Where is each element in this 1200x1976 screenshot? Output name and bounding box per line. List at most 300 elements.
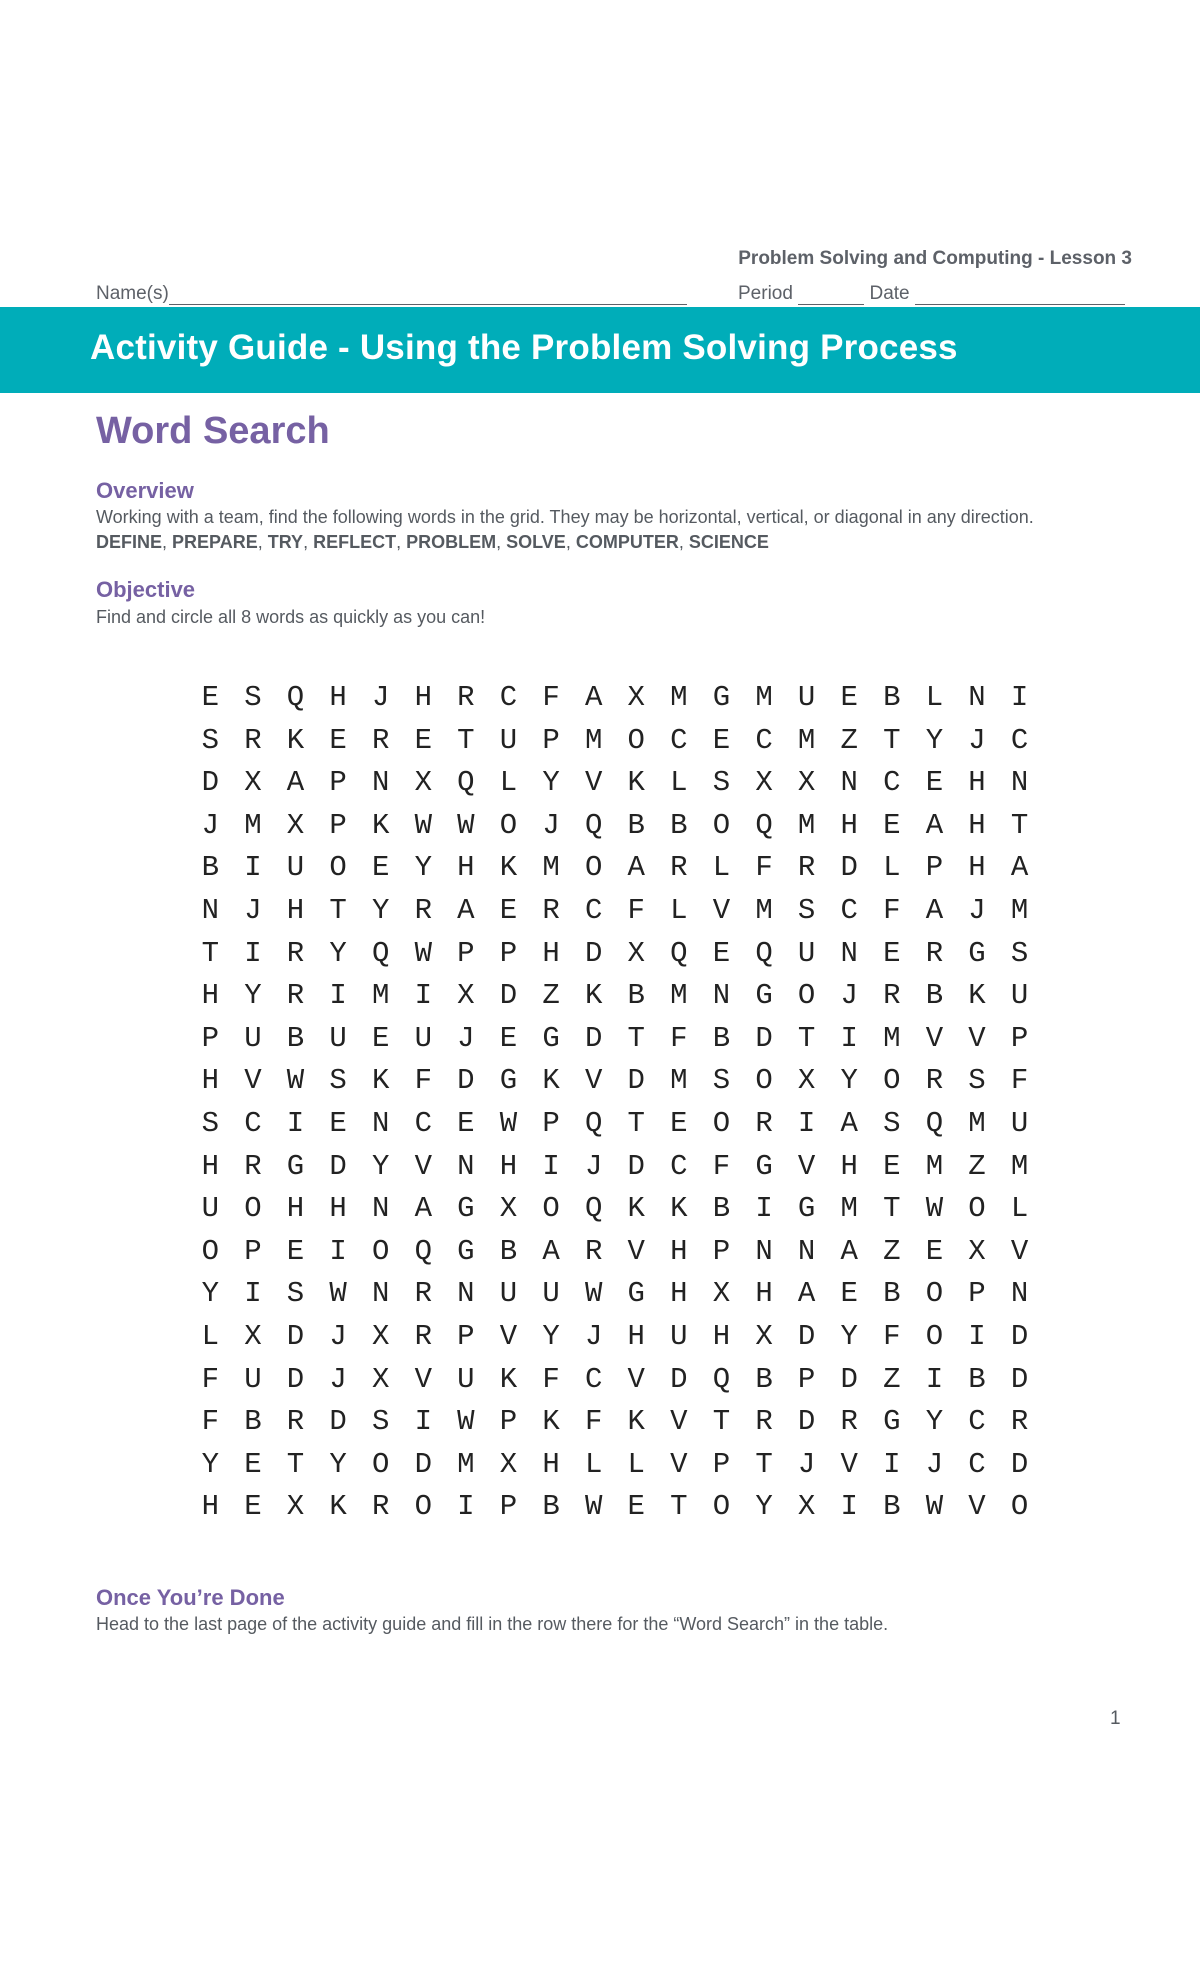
grid-cell[interactable]: G bbox=[755, 979, 773, 1013]
grid-cell[interactable]: O bbox=[201, 1234, 219, 1268]
grid-cell[interactable]: L bbox=[627, 1447, 645, 1481]
grid-cell[interactable]: N bbox=[840, 936, 858, 970]
grid-cell[interactable]: I bbox=[457, 1490, 475, 1524]
grid-cell[interactable]: H bbox=[286, 893, 305, 927]
grid-cell[interactable]: F bbox=[755, 851, 773, 885]
grid-cell[interactable]: S bbox=[371, 1405, 390, 1439]
grid-cell[interactable]: E bbox=[371, 1021, 390, 1055]
grid-cell[interactable]: T bbox=[712, 1405, 731, 1439]
grid-cell[interactable]: C bbox=[584, 893, 603, 927]
grid-cell[interactable]: I bbox=[1010, 681, 1029, 714]
grid-cell[interactable]: V bbox=[712, 893, 731, 927]
grid-cell[interactable]: Z bbox=[883, 1234, 901, 1268]
grid-cell[interactable]: S bbox=[712, 766, 731, 800]
grid-cell[interactable]: Y bbox=[542, 766, 560, 800]
grid-cell[interactable]: H bbox=[201, 1149, 219, 1183]
grid-cell[interactable]: E bbox=[840, 1277, 858, 1311]
grid-cell[interactable]: C bbox=[968, 1405, 986, 1439]
grid-cell[interactable]: R bbox=[797, 851, 816, 885]
grid-cell[interactable]: O bbox=[925, 1277, 944, 1311]
grid-cell[interactable]: E bbox=[925, 766, 944, 800]
grid-cell[interactable]: G bbox=[968, 936, 986, 970]
grid-cell[interactable]: F bbox=[201, 1362, 219, 1396]
grid-cell[interactable]: T bbox=[627, 1106, 645, 1140]
grid-cell[interactable]: L bbox=[670, 766, 688, 800]
grid-cell[interactable]: O bbox=[414, 1490, 432, 1524]
grid-cell[interactable]: L bbox=[883, 851, 901, 885]
grid-cell[interactable]: P bbox=[712, 1234, 731, 1268]
grid-cell[interactable]: F bbox=[414, 1064, 432, 1098]
grid-cell[interactable]: P bbox=[201, 1021, 219, 1055]
grid-cell[interactable]: W bbox=[584, 1490, 603, 1524]
grid-cell[interactable]: K bbox=[499, 1362, 518, 1396]
grid-cell[interactable]: X bbox=[797, 766, 816, 800]
grid-cell[interactable]: O bbox=[712, 1490, 731, 1524]
grid-cell[interactable]: S bbox=[201, 1106, 219, 1140]
grid-cell[interactable]: Z bbox=[883, 1362, 901, 1396]
grid-cell[interactable]: X bbox=[797, 1490, 816, 1524]
grid-cell[interactable]: C bbox=[670, 723, 688, 757]
grid-cell[interactable]: Q bbox=[925, 1106, 944, 1140]
grid-cell[interactable]: E bbox=[201, 681, 219, 714]
grid-cell[interactable]: K bbox=[584, 979, 603, 1013]
grid-cell[interactable]: K bbox=[499, 851, 518, 885]
grid-cell[interactable]: C bbox=[244, 1106, 262, 1140]
grid-cell[interactable]: C bbox=[883, 766, 901, 800]
grid-cell[interactable]: W bbox=[457, 808, 475, 842]
grid-cell[interactable]: X bbox=[286, 1490, 305, 1524]
grid-cell[interactable]: L bbox=[201, 1319, 219, 1353]
grid-cell[interactable]: Q bbox=[584, 808, 603, 842]
grid-cell[interactable]: M bbox=[542, 851, 560, 885]
grid-cell[interactable]: Q bbox=[457, 766, 475, 800]
grid-cell[interactable]: R bbox=[244, 1149, 262, 1183]
grid-cell[interactable]: X bbox=[797, 1064, 816, 1098]
grid-cell[interactable]: V bbox=[670, 1447, 688, 1481]
grid-cell[interactable]: R bbox=[457, 681, 475, 714]
grid-cell[interactable]: D bbox=[670, 1362, 688, 1396]
grid-cell[interactable]: Q bbox=[286, 681, 305, 714]
grid-cell[interactable]: P bbox=[797, 1362, 816, 1396]
grid-cell[interactable]: R bbox=[414, 1277, 432, 1311]
grid-cell[interactable]: Q bbox=[755, 808, 773, 842]
grid-cell[interactable]: J bbox=[371, 681, 390, 714]
grid-cell[interactable]: F bbox=[584, 1405, 603, 1439]
grid-cell[interactable]: V bbox=[414, 1149, 432, 1183]
grid-cell[interactable]: A bbox=[1010, 851, 1029, 885]
grid-cell[interactable]: F bbox=[542, 1362, 560, 1396]
grid-cell[interactable]: S bbox=[244, 681, 262, 714]
grid-cell[interactable]: I bbox=[542, 1149, 560, 1183]
grid-cell[interactable]: F bbox=[627, 893, 645, 927]
grid-cell[interactable]: C bbox=[840, 893, 858, 927]
grid-cell[interactable]: W bbox=[329, 1277, 347, 1311]
grid-cell[interactable]: D bbox=[840, 1362, 858, 1396]
grid-cell[interactable]: S bbox=[883, 1106, 901, 1140]
grid-cell[interactable]: R bbox=[414, 893, 432, 927]
grid-cell[interactable]: E bbox=[883, 936, 901, 970]
grid-cell[interactable]: V bbox=[968, 1490, 986, 1524]
grid-cell[interactable]: M bbox=[584, 723, 603, 757]
grid-cell[interactable]: O bbox=[925, 1319, 944, 1353]
grid-cell[interactable]: X bbox=[414, 766, 432, 800]
grid-cell[interactable]: W bbox=[457, 1405, 475, 1439]
grid-cell[interactable]: U bbox=[244, 1362, 262, 1396]
grid-cell[interactable]: B bbox=[712, 1021, 731, 1055]
grid-cell[interactable]: C bbox=[755, 723, 773, 757]
grid-cell[interactable]: Q bbox=[670, 936, 688, 970]
grid-cell[interactable]: T bbox=[883, 1192, 901, 1226]
grid-cell[interactable]: C bbox=[670, 1149, 688, 1183]
grid-cell[interactable]: O bbox=[499, 808, 518, 842]
grid-cell[interactable]: B bbox=[201, 851, 219, 885]
grid-cell[interactable]: U bbox=[414, 1021, 432, 1055]
grid-cell[interactable]: R bbox=[371, 1490, 390, 1524]
grid-cell[interactable]: R bbox=[414, 1319, 432, 1353]
grid-cell[interactable]: J bbox=[584, 1149, 603, 1183]
grid-cell[interactable]: G bbox=[883, 1405, 901, 1439]
grid-cell[interactable]: E bbox=[712, 723, 731, 757]
grid-cell[interactable]: D bbox=[627, 1064, 645, 1098]
grid-cell[interactable]: R bbox=[286, 936, 305, 970]
grid-cell[interactable]: T bbox=[457, 723, 475, 757]
grid-cell[interactable]: N bbox=[840, 766, 858, 800]
grid-cell[interactable]: U bbox=[329, 1021, 347, 1055]
grid-cell[interactable]: H bbox=[542, 1447, 560, 1481]
grid-cell[interactable]: D bbox=[797, 1405, 816, 1439]
grid-cell[interactable]: V bbox=[414, 1362, 432, 1396]
grid-cell[interactable]: X bbox=[712, 1277, 731, 1311]
grid-cell[interactable]: W bbox=[499, 1106, 518, 1140]
grid-cell[interactable]: E bbox=[925, 1234, 944, 1268]
grid-cell[interactable]: P bbox=[499, 1405, 518, 1439]
grid-cell[interactable]: M bbox=[883, 1021, 901, 1055]
grid-cell[interactable]: D bbox=[627, 1149, 645, 1183]
grid-cell[interactable]: W bbox=[414, 808, 432, 842]
grid-cell[interactable]: B bbox=[286, 1021, 305, 1055]
grid-cell[interactable]: O bbox=[584, 851, 603, 885]
grid-cell[interactable]: J bbox=[797, 1447, 816, 1481]
grid-cell[interactable]: M bbox=[797, 723, 816, 757]
grid-cell[interactable]: B bbox=[755, 1362, 773, 1396]
grid-cell[interactable]: E bbox=[712, 936, 731, 970]
grid-cell[interactable]: S bbox=[286, 1277, 305, 1311]
grid-cell[interactable]: M bbox=[1010, 1149, 1029, 1183]
grid-cell[interactable]: D bbox=[1010, 1319, 1029, 1353]
grid-cell[interactable]: Y bbox=[755, 1490, 773, 1524]
grid-cell[interactable]: P bbox=[244, 1234, 262, 1268]
grid-cell[interactable]: N bbox=[371, 766, 390, 800]
grid-cell[interactable]: U bbox=[1010, 1106, 1029, 1140]
grid-cell[interactable]: B bbox=[883, 681, 901, 714]
grid-cell[interactable]: H bbox=[499, 1149, 518, 1183]
grid-cell[interactable]: S bbox=[201, 723, 219, 757]
grid-cell[interactable]: Y bbox=[244, 979, 262, 1013]
grid-cell[interactable]: E bbox=[499, 893, 518, 927]
grid-cell[interactable]: I bbox=[244, 1277, 262, 1311]
grid-cell[interactable]: K bbox=[968, 979, 986, 1013]
grid-cell[interactable]: S bbox=[1010, 936, 1029, 970]
grid-cell[interactable]: R bbox=[925, 936, 944, 970]
grid-cell[interactable]: Y bbox=[201, 1447, 219, 1481]
grid-cell[interactable]: K bbox=[670, 1192, 688, 1226]
grid-cell[interactable]: M bbox=[968, 1106, 986, 1140]
grid-cell[interactable]: M bbox=[755, 893, 773, 927]
grid-cell[interactable]: M bbox=[755, 681, 773, 714]
grid-cell[interactable]: V bbox=[499, 1319, 518, 1353]
grid-cell[interactable]: T bbox=[286, 1447, 305, 1481]
grid-cell[interactable]: M bbox=[371, 979, 390, 1013]
grid-cell[interactable]: R bbox=[1010, 1405, 1029, 1439]
grid-cell[interactable]: N bbox=[968, 681, 986, 714]
grid-cell[interactable]: H bbox=[670, 1277, 688, 1311]
grid-cell[interactable]: X bbox=[371, 1319, 390, 1353]
grid-cell[interactable]: M bbox=[840, 1192, 858, 1226]
grid-cell[interactable]: V bbox=[670, 1405, 688, 1439]
grid-cell[interactable]: S bbox=[712, 1064, 731, 1098]
grid-cell[interactable]: H bbox=[286, 1192, 305, 1226]
grid-cell[interactable]: B bbox=[627, 979, 645, 1013]
grid-cell[interactable]: M bbox=[1010, 893, 1029, 927]
grid-cell[interactable]: O bbox=[371, 1447, 390, 1481]
grid-cell[interactable]: V bbox=[584, 1064, 603, 1098]
grid-cell[interactable]: I bbox=[414, 979, 432, 1013]
grid-cell[interactable]: P bbox=[1010, 1021, 1029, 1055]
grid-cell[interactable]: V bbox=[840, 1447, 858, 1481]
grid-cell[interactable]: D bbox=[499, 979, 518, 1013]
grid-cell[interactable]: Y bbox=[840, 1319, 858, 1353]
grid-cell[interactable]: E bbox=[883, 1149, 901, 1183]
grid-cell[interactable]: O bbox=[755, 1064, 773, 1098]
grid-cell[interactable]: J bbox=[244, 893, 262, 927]
grid-cell[interactable]: X bbox=[244, 1319, 262, 1353]
grid-cell[interactable]: I bbox=[883, 1447, 901, 1481]
grid-cell[interactable]: W bbox=[925, 1192, 944, 1226]
grid-cell[interactable]: M bbox=[670, 681, 688, 714]
grid-cell[interactable]: G bbox=[712, 681, 731, 714]
grid-cell[interactable]: O bbox=[627, 723, 645, 757]
grid-cell[interactable]: E bbox=[499, 1021, 518, 1055]
grid-cell[interactable]: P bbox=[925, 851, 944, 885]
grid-cell[interactable]: Q bbox=[712, 1362, 731, 1396]
grid-cell[interactable]: H bbox=[457, 851, 475, 885]
grid-cell[interactable]: T bbox=[627, 1021, 645, 1055]
grid-cell[interactable]: R bbox=[584, 1234, 603, 1268]
grid-cell[interactable]: H bbox=[840, 808, 858, 842]
grid-cell[interactable]: D bbox=[329, 1149, 347, 1183]
grid-cell[interactable]: D bbox=[755, 1021, 773, 1055]
grid-cell[interactable]: X bbox=[499, 1192, 518, 1226]
grid-cell[interactable]: D bbox=[584, 936, 603, 970]
grid-cell[interactable]: E bbox=[670, 1106, 688, 1140]
grid-cell[interactable]: O bbox=[797, 979, 816, 1013]
grid-cell[interactable]: B bbox=[968, 1362, 986, 1396]
grid-cell[interactable]: E bbox=[286, 1234, 305, 1268]
grid-cell[interactable]: H bbox=[712, 1319, 731, 1353]
grid-cell[interactable]: O bbox=[371, 1234, 390, 1268]
grid-cell[interactable]: X bbox=[755, 766, 773, 800]
grid-cell[interactable]: J bbox=[925, 1447, 944, 1481]
grid-cell[interactable]: O bbox=[244, 1192, 262, 1226]
grid-cell[interactable]: D bbox=[201, 766, 219, 800]
grid-cell[interactable]: R bbox=[755, 1106, 773, 1140]
grid-cell[interactable]: U bbox=[542, 1277, 560, 1311]
grid-cell[interactable]: B bbox=[542, 1490, 560, 1524]
grid-cell[interactable]: Z bbox=[968, 1149, 986, 1183]
grid-cell[interactable]: D bbox=[1010, 1362, 1029, 1396]
grid-cell[interactable]: O bbox=[1010, 1490, 1029, 1524]
grid-cell[interactable]: I bbox=[840, 1490, 858, 1524]
grid-cell[interactable]: X bbox=[627, 681, 645, 714]
grid-cell[interactable]: P bbox=[542, 1106, 560, 1140]
grid-cell[interactable]: T bbox=[755, 1447, 773, 1481]
grid-cell[interactable]: L bbox=[584, 1447, 603, 1481]
grid-cell[interactable]: J bbox=[840, 979, 858, 1013]
grid-cell[interactable]: Q bbox=[584, 1106, 603, 1140]
grid-cell[interactable]: A bbox=[584, 681, 603, 714]
grid-cell[interactable]: A bbox=[925, 893, 944, 927]
grid-cell[interactable]: X bbox=[968, 1234, 986, 1268]
grid-cell[interactable]: J bbox=[329, 1362, 347, 1396]
grid-cell[interactable]: A bbox=[457, 893, 475, 927]
grid-cell[interactable]: D bbox=[840, 851, 858, 885]
grid-cell[interactable]: B bbox=[925, 979, 944, 1013]
grid-cell[interactable]: E bbox=[329, 1106, 347, 1140]
grid-cell[interactable]: J bbox=[457, 1021, 475, 1055]
grid-cell[interactable]: C bbox=[968, 1447, 986, 1481]
grid-cell[interactable]: E bbox=[457, 1106, 475, 1140]
grid-cell[interactable]: P bbox=[712, 1447, 731, 1481]
grid-cell[interactable]: U bbox=[797, 681, 816, 714]
grid-cell[interactable]: J bbox=[584, 1319, 603, 1353]
grid-cell[interactable]: B bbox=[499, 1234, 518, 1268]
grid-cell[interactable]: C bbox=[499, 681, 518, 714]
grid-cell[interactable]: I bbox=[244, 851, 262, 885]
grid-cell[interactable]: B bbox=[670, 808, 688, 842]
grid-cell[interactable]: H bbox=[627, 1319, 645, 1353]
grid-cell[interactable]: L bbox=[925, 681, 944, 714]
grid-cell[interactable]: T bbox=[883, 723, 901, 757]
grid-cell[interactable]: S bbox=[968, 1064, 986, 1098]
grid-cell[interactable]: O bbox=[712, 808, 731, 842]
grid-cell[interactable]: A bbox=[840, 1106, 858, 1140]
grid-cell[interactable]: K bbox=[371, 1064, 390, 1098]
grid-cell[interactable]: E bbox=[840, 681, 858, 714]
grid-cell[interactable]: Z bbox=[542, 979, 560, 1013]
grid-cell[interactable]: D bbox=[414, 1447, 432, 1481]
grid-cell[interactable]: E bbox=[414, 723, 432, 757]
grid-cell[interactable]: P bbox=[457, 1319, 475, 1353]
grid-cell[interactable]: B bbox=[883, 1277, 901, 1311]
grid-cell[interactable]: P bbox=[499, 1490, 518, 1524]
grid-cell[interactable]: G bbox=[286, 1149, 305, 1183]
grid-cell[interactable]: T bbox=[201, 936, 219, 970]
grid-cell[interactable]: O bbox=[712, 1106, 731, 1140]
grid-cell[interactable]: P bbox=[329, 766, 347, 800]
grid-cell[interactable]: N bbox=[457, 1277, 475, 1311]
grid-cell[interactable]: J bbox=[968, 893, 986, 927]
grid-cell[interactable]: R bbox=[883, 979, 901, 1013]
grid-cell[interactable]: F bbox=[883, 1319, 901, 1353]
grid-cell[interactable]: R bbox=[286, 1405, 305, 1439]
grid-cell[interactable]: V bbox=[797, 1149, 816, 1183]
grid-cell[interactable]: R bbox=[670, 851, 688, 885]
grid-cell[interactable]: L bbox=[670, 893, 688, 927]
grid-cell[interactable]: H bbox=[201, 1490, 219, 1524]
grid-cell[interactable]: G bbox=[542, 1021, 560, 1055]
grid-cell[interactable]: V bbox=[1010, 1234, 1029, 1268]
grid-cell[interactable]: H bbox=[201, 1064, 219, 1098]
grid-cell[interactable]: M bbox=[797, 808, 816, 842]
grid-cell[interactable]: Y bbox=[371, 893, 390, 927]
grid-cell[interactable]: B bbox=[883, 1490, 901, 1524]
grid-cell[interactable]: G bbox=[457, 1192, 475, 1226]
grid-cell[interactable]: E bbox=[371, 851, 390, 885]
grid-cell[interactable]: B bbox=[712, 1192, 731, 1226]
grid-cell[interactable]: O bbox=[968, 1192, 986, 1226]
grid-cell[interactable]: M bbox=[670, 979, 688, 1013]
grid-cell[interactable]: L bbox=[499, 766, 518, 800]
grid-cell[interactable]: H bbox=[670, 1234, 688, 1268]
grid-cell[interactable]: O bbox=[542, 1192, 560, 1226]
grid-cell[interactable]: F bbox=[883, 893, 901, 927]
grid-cell[interactable]: T bbox=[797, 1021, 816, 1055]
grid-cell[interactable]: N bbox=[712, 979, 731, 1013]
grid-cell[interactable]: G bbox=[755, 1149, 773, 1183]
grid-cell[interactable]: A bbox=[797, 1277, 816, 1311]
grid-cell[interactable]: Y bbox=[329, 1447, 347, 1481]
grid-cell[interactable]: R bbox=[244, 723, 262, 757]
grid-cell[interactable]: D bbox=[329, 1405, 347, 1439]
grid-cell[interactable]: H bbox=[201, 979, 219, 1013]
grid-cell[interactable]: I bbox=[329, 979, 347, 1013]
grid-cell[interactable]: A bbox=[414, 1192, 432, 1226]
grid-cell[interactable]: U bbox=[457, 1362, 475, 1396]
grid-cell[interactable]: H bbox=[968, 851, 986, 885]
grid-cell[interactable]: D bbox=[797, 1319, 816, 1353]
grid-cell[interactable]: Q bbox=[584, 1192, 603, 1226]
grid-cell[interactable]: S bbox=[797, 893, 816, 927]
grid-cell[interactable]: D bbox=[457, 1064, 475, 1098]
grid-cell[interactable]: K bbox=[286, 723, 305, 757]
grid-cell[interactable]: K bbox=[627, 1405, 645, 1439]
grid-cell[interactable]: T bbox=[670, 1490, 688, 1524]
grid-cell[interactable]: L bbox=[1010, 1192, 1029, 1226]
grid-cell[interactable]: V bbox=[627, 1362, 645, 1396]
grid-cell[interactable]: D bbox=[286, 1362, 305, 1396]
grid-cell[interactable]: V bbox=[925, 1021, 944, 1055]
grid-cell[interactable]: G bbox=[797, 1192, 816, 1226]
grid-cell[interactable]: P bbox=[542, 723, 560, 757]
grid-cell[interactable]: I bbox=[968, 1319, 986, 1353]
grid-cell[interactable]: I bbox=[414, 1405, 432, 1439]
grid-cell[interactable]: T bbox=[1010, 808, 1029, 842]
grid-cell[interactable]: U bbox=[201, 1192, 219, 1226]
grid-cell[interactable]: J bbox=[542, 808, 560, 842]
grid-cell[interactable]: W bbox=[414, 936, 432, 970]
grid-cell[interactable]: H bbox=[968, 808, 986, 842]
grid-cell[interactable]: U bbox=[286, 851, 305, 885]
grid-cell[interactable]: P bbox=[968, 1277, 986, 1311]
grid-cell[interactable]: Y bbox=[201, 1277, 219, 1311]
grid-cell[interactable]: Y bbox=[371, 1149, 390, 1183]
grid-cell[interactable]: X bbox=[627, 936, 645, 970]
grid-cell[interactable]: M bbox=[457, 1447, 475, 1481]
grid-cell[interactable]: R bbox=[840, 1405, 858, 1439]
grid-cell[interactable]: F bbox=[201, 1405, 219, 1439]
grid-cell[interactable]: I bbox=[840, 1021, 858, 1055]
grid-cell[interactable]: Y bbox=[925, 723, 944, 757]
